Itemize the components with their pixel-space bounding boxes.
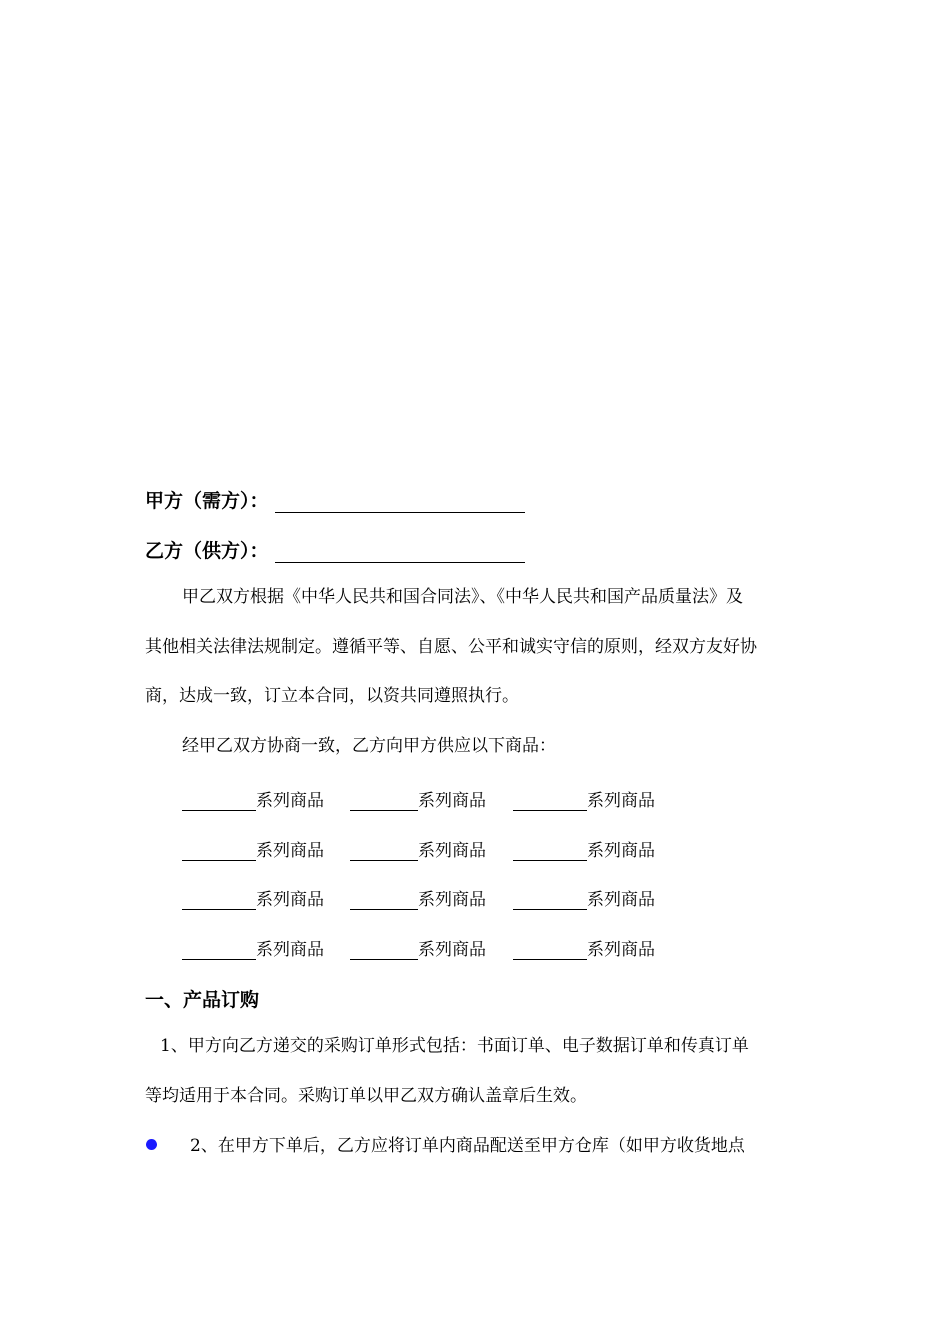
product-cell [182,935,324,960]
product-label: 系列商品 [256,940,324,960]
party-a-blank[interactable] [275,492,525,513]
product-blank[interactable] [513,891,587,910]
product-blank[interactable] [513,842,587,861]
product-blank[interactable] [182,842,256,861]
product-blank[interactable] [182,891,256,910]
product-cell [350,836,486,861]
party-a-label: 甲方（需方）： [145,490,269,512]
product-label: 系列商品 [256,890,324,910]
product-label: 系列商品 [256,841,324,861]
product-label: 系列商品 [418,791,486,811]
product-label: 系列商品 [587,940,655,960]
party-b-line [145,536,525,563]
item-2-line-1: 2、在甲方下单后，乙方应将订单内商品配送至甲方仓库（如甲方收货地点 [190,1136,745,1156]
product-cell [350,885,486,910]
section-1-heading: 一、产品订购 [145,989,260,1011]
product-cell [513,885,655,910]
product-cell [513,836,655,861]
item-1-line-1: 1、甲方向乙方递交的采购订单形式包括：书面订单、电子数据订单和传真订单 [160,1036,749,1056]
product-blank[interactable] [513,941,587,960]
product-cell [350,935,486,960]
product-label: 系列商品 [587,890,655,910]
supply-intro: 经甲乙双方协商一致，乙方向甲方供应以下商品： [182,736,556,756]
intro-line-2: 其他相关法律法规制定。遵循平等、自愿、公平和诚实守信的原则，经双方友好协 [145,637,757,657]
product-label: 系列商品 [418,890,486,910]
item-1-line-2: 等均适用于本合同。采购订单以甲乙双方确认盖章后生效。 [145,1086,587,1106]
product-blank[interactable] [182,941,256,960]
intro-line-1: 甲乙双方根据《中华人民共和国合同法》、《中华人民共和国产品质量法》及 [182,587,743,607]
product-blank[interactable] [350,941,418,960]
product-blank[interactable] [350,842,418,861]
bullet-icon [146,1139,157,1150]
product-cell [513,935,655,960]
product-blank[interactable] [182,792,256,811]
product-cell [182,786,324,811]
party-b-blank[interactable] [275,542,525,563]
product-label: 系列商品 [587,791,655,811]
product-label: 系列商品 [587,841,655,861]
intro-line-3: 商，达成一致，订立本合同，以资共同遵照执行。 [145,686,519,706]
product-cell [513,786,655,811]
product-blank[interactable] [350,792,418,811]
product-cell [182,836,324,861]
product-label: 系列商品 [256,791,324,811]
party-b-label: 乙方（供方）： [145,540,269,562]
product-cell [182,885,324,910]
product-label: 系列商品 [418,940,486,960]
product-blank[interactable] [350,891,418,910]
product-blank[interactable] [513,792,587,811]
party-a-line [145,486,525,513]
product-cell [350,786,486,811]
product-label: 系列商品 [418,841,486,861]
